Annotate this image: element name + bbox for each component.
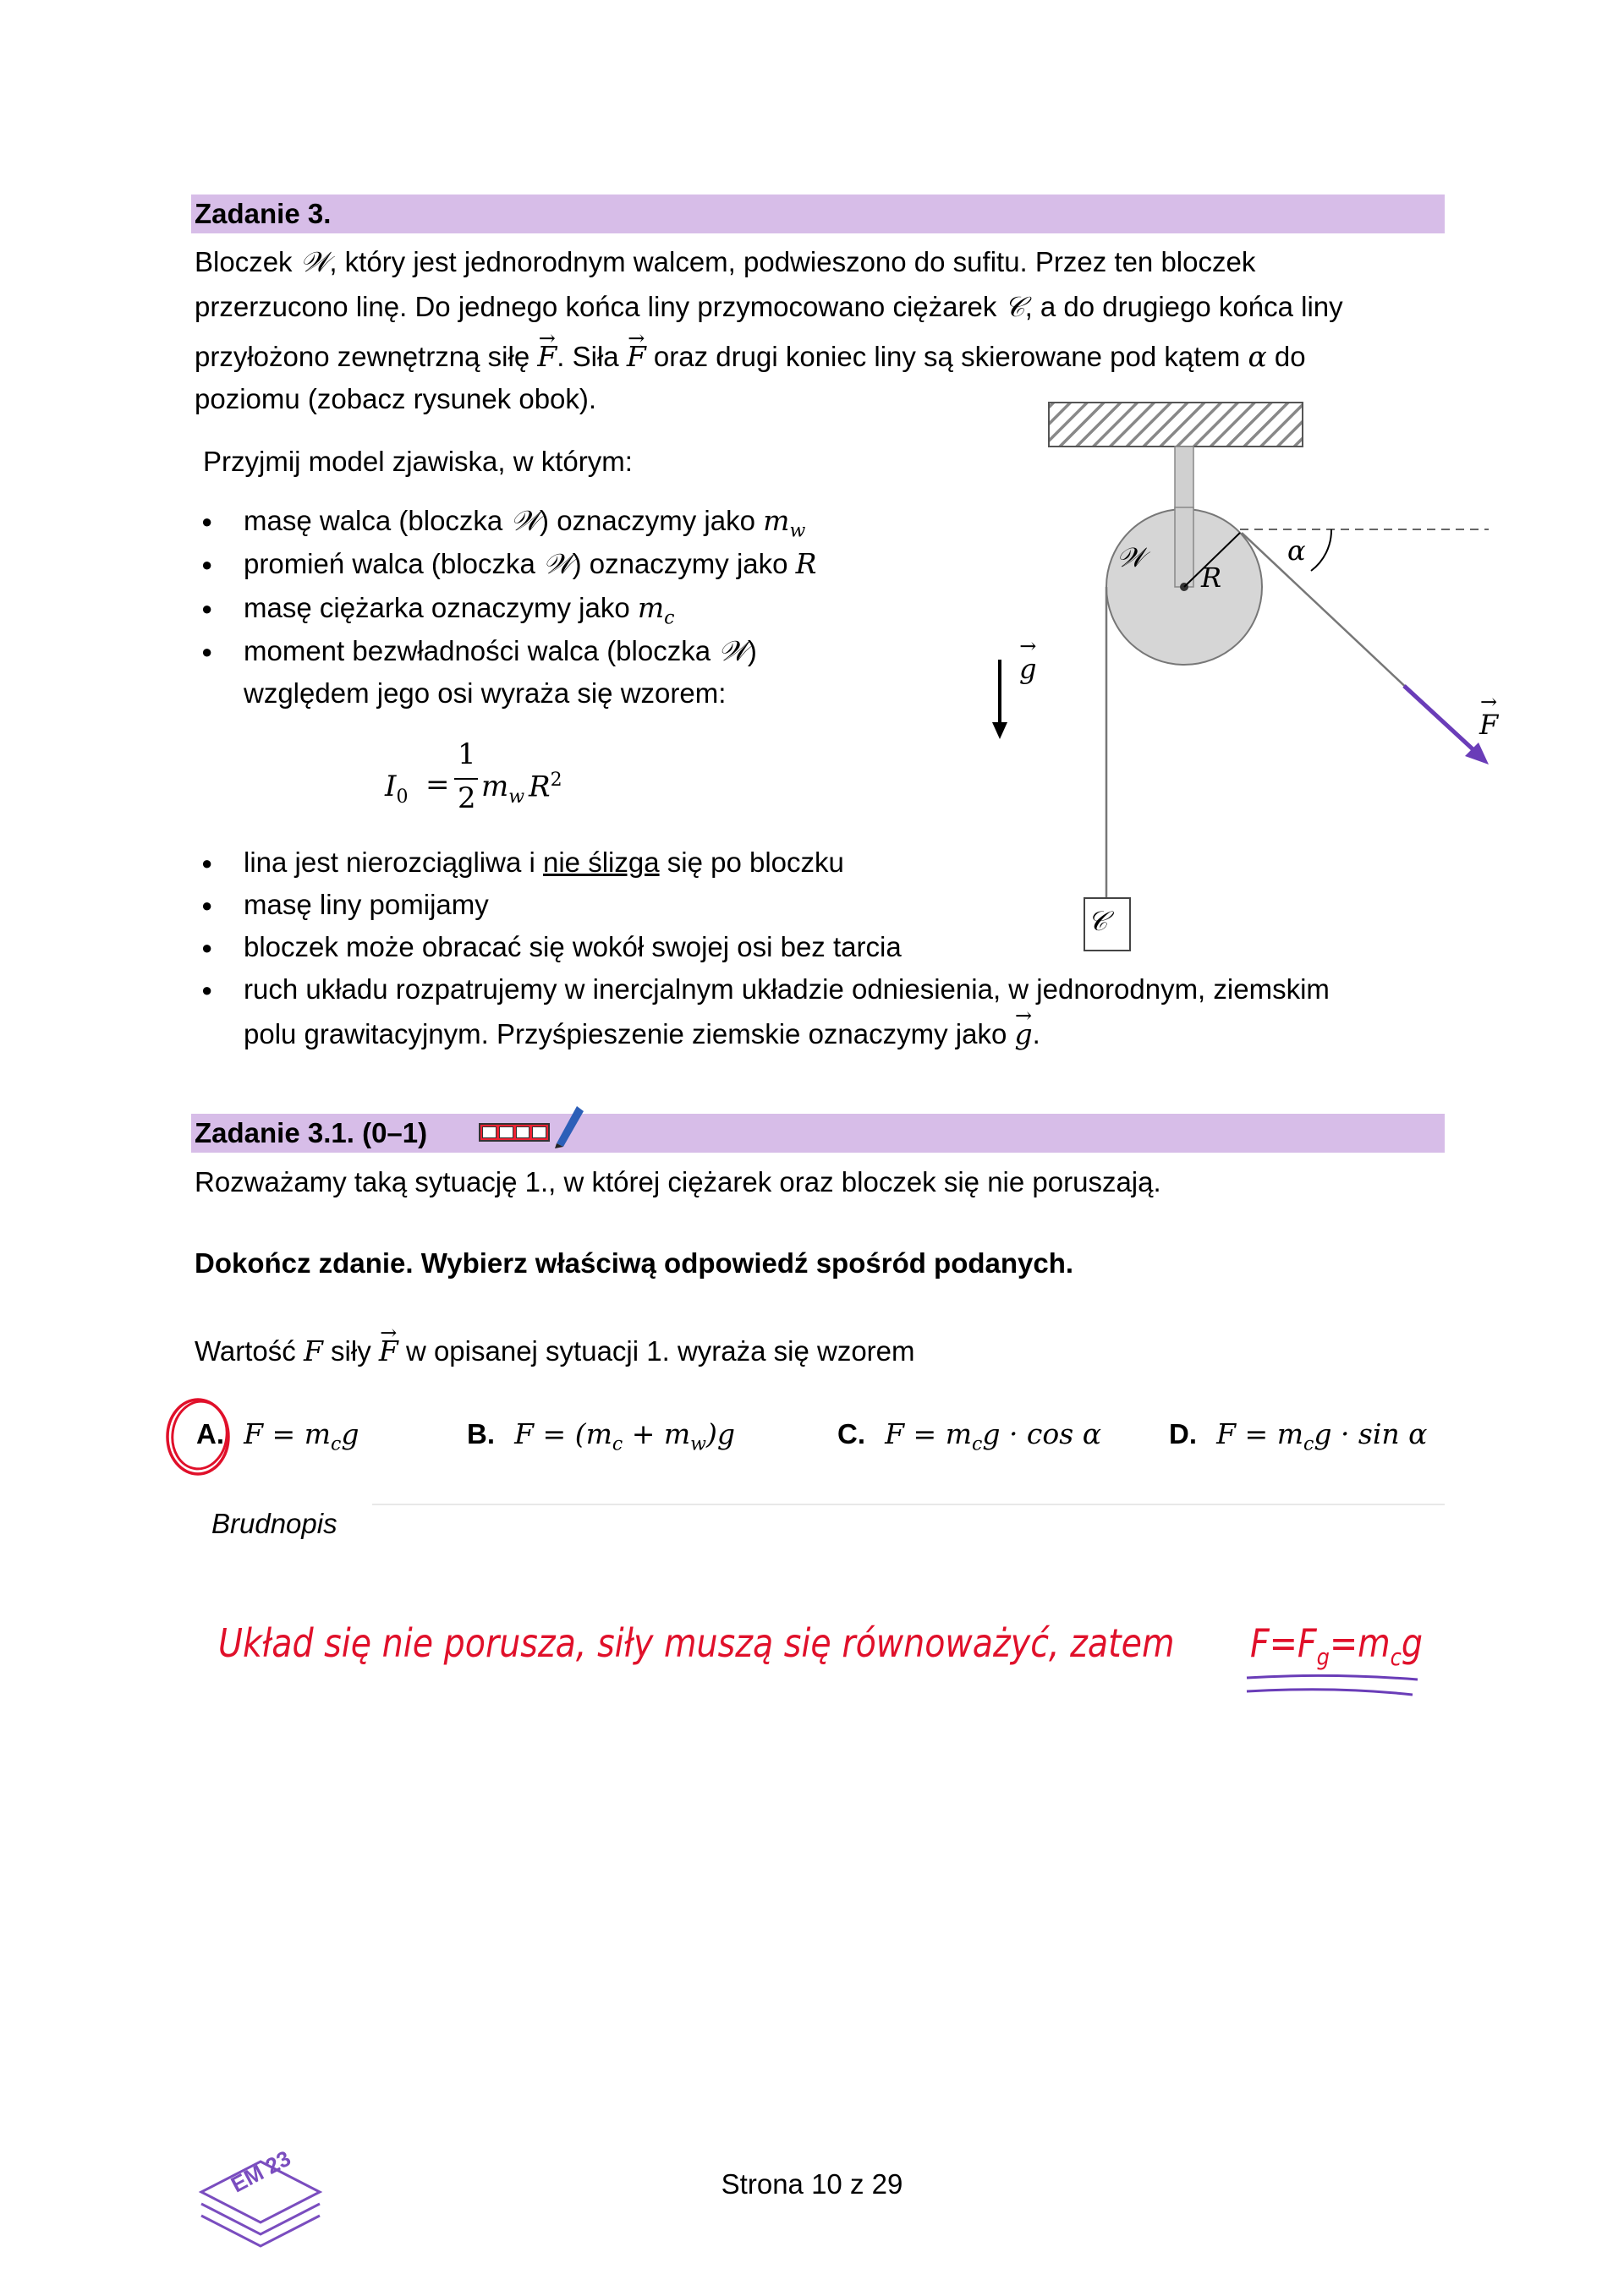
formula-lhs: $I_0$ bbox=[385, 770, 409, 808]
label-g: → g bbox=[1019, 653, 1036, 685]
situation-text: Rozważamy taką sytuację 1., w której ciężarek oraz bloczek się nie poruszają. bbox=[195, 1166, 1161, 1197]
moment-formula bbox=[385, 737, 605, 822]
formula-numerator: 1 bbox=[458, 737, 476, 771]
bullet-moment: moment bezwładności walca (bloczka 𝒲) bbox=[244, 634, 757, 667]
draft-handwriting: Układ się nie porusza, siły muszą się równoważyć, zatem bbox=[218, 1620, 1175, 1666]
formula-mw: $m_w$ bbox=[481, 770, 525, 808]
task31-title: Zadanie 3.1. (0–1) bbox=[195, 1117, 428, 1148]
formula-denominator: 2 bbox=[458, 781, 476, 815]
bullet-dot: ● bbox=[201, 937, 213, 958]
answer-b[interactable]: B. $F = (m_c + m_w)g$ bbox=[467, 1417, 735, 1455]
bullet-mass-ciezarka: masę ciężarka oznaczymy jako $m_c$ bbox=[244, 591, 675, 629]
task3-title: Zadanie 3. bbox=[195, 198, 332, 229]
logo-text: EM 23 bbox=[227, 2145, 295, 2198]
bullet-lina: lina jest nierozciągliwa i nie ślizga się po bloczku bbox=[244, 847, 844, 878]
angle-arc bbox=[1311, 529, 1331, 571]
rope-right bbox=[1242, 533, 1413, 693]
answer-a[interactable]: A. $F = m_cg$ bbox=[196, 1417, 359, 1455]
page-number: Strona 10 z 29 bbox=[721, 2168, 903, 2200]
formula-r: $R^2$ bbox=[529, 770, 562, 804]
answer-underline bbox=[1243, 1669, 1421, 1703]
label-w: 𝒲 bbox=[1116, 541, 1145, 573]
instruction-text: Dokończ zdanie. Wybierz właściwą odpowiedź spośród podanych. bbox=[195, 1247, 1074, 1279]
bullet-uklad-line2: polu grawitacyjnym. Przyśpieszenie ziemskie oznaczymy jako → g. bbox=[244, 1017, 1040, 1051]
label-r: R bbox=[1201, 562, 1222, 594]
task3-intro-line3: przyłożono zewnętrzną siłę → F. Siła → F oraz drugi koniec liny są skierowane pod kątem α do bbox=[195, 340, 1306, 374]
force-arrow bbox=[1404, 686, 1480, 756]
bullet-dot: ● bbox=[201, 511, 213, 532]
bullet-dot: ● bbox=[201, 852, 213, 874]
ceiling bbox=[1049, 403, 1303, 447]
task3-intro-line1: Bloczek 𝒲, który jest jednorodnym walcem, podwieszono do sufitu. Przez ten bloczek bbox=[195, 245, 1256, 278]
answer-d[interactable]: D. $F = m_cg \cdot \sin \alpha$ bbox=[1169, 1417, 1428, 1455]
score-boxes-icon bbox=[479, 1123, 550, 1142]
gravity-arrowhead bbox=[992, 722, 1007, 739]
pulley-diagram bbox=[990, 397, 1497, 964]
bullet-dot: ● bbox=[201, 979, 213, 1000]
bullet-tarcie: bloczek może obracać się wokół swojej osi bez tarcia bbox=[244, 931, 902, 962]
task3-header-band bbox=[191, 195, 1445, 233]
draft-line bbox=[372, 1504, 1445, 1505]
task3-intro-line4: poziomu (zobacz rysunek obok). bbox=[195, 383, 597, 414]
answer-c[interactable]: C. $F = m_cg \cdot \cos \alpha$ bbox=[837, 1417, 1101, 1455]
draft-answer: $F=F_g=m_cg$ bbox=[1250, 1620, 1424, 1672]
formula-fraction-bar bbox=[454, 778, 478, 780]
pen-icon bbox=[551, 1101, 585, 1148]
task3-intro-line2: przerzucono linę. Do jednego końca liny przymocowano ciężarek 𝒞, a do drugiego końca liny bbox=[195, 290, 1343, 323]
bullet-dot: ● bbox=[201, 598, 213, 619]
bullet-masa-liny: masę liny pomijamy bbox=[244, 889, 489, 920]
bullet-dot: ● bbox=[201, 554, 213, 575]
bullet-mass-walca: masę walca (bloczka 𝒲) oznaczymy jako $m_w$ bbox=[244, 504, 806, 542]
label-f: → F bbox=[1479, 709, 1498, 741]
bullet-moment-line2: względem jego osi wyraża się wzorem: bbox=[244, 677, 727, 709]
bullet-uklad: ruch układu rozpatrujemy w inercjalnym układzie odniesienia, w jednorodnym, ziemskim bbox=[244, 973, 1330, 1005]
formula-eq: = bbox=[425, 768, 450, 802]
label-alpha: α bbox=[1287, 534, 1306, 567]
selection-circle bbox=[152, 1390, 245, 1483]
draft-label: Brudnopis bbox=[211, 1508, 337, 1539]
bullet-dot: ● bbox=[201, 641, 213, 662]
question-stem: Wartość F siły → F w opisanej sytuacji 1. wyraża się wzorem bbox=[195, 1334, 915, 1368]
bullet-dot: ● bbox=[201, 895, 213, 916]
bullet-promien: promień walca (bloczka 𝒲) oznaczymy jako R bbox=[244, 547, 817, 580]
model-intro: Przyjmij model zjawiska, w którym: bbox=[203, 446, 633, 477]
label-c: 𝒞 bbox=[1088, 905, 1108, 937]
